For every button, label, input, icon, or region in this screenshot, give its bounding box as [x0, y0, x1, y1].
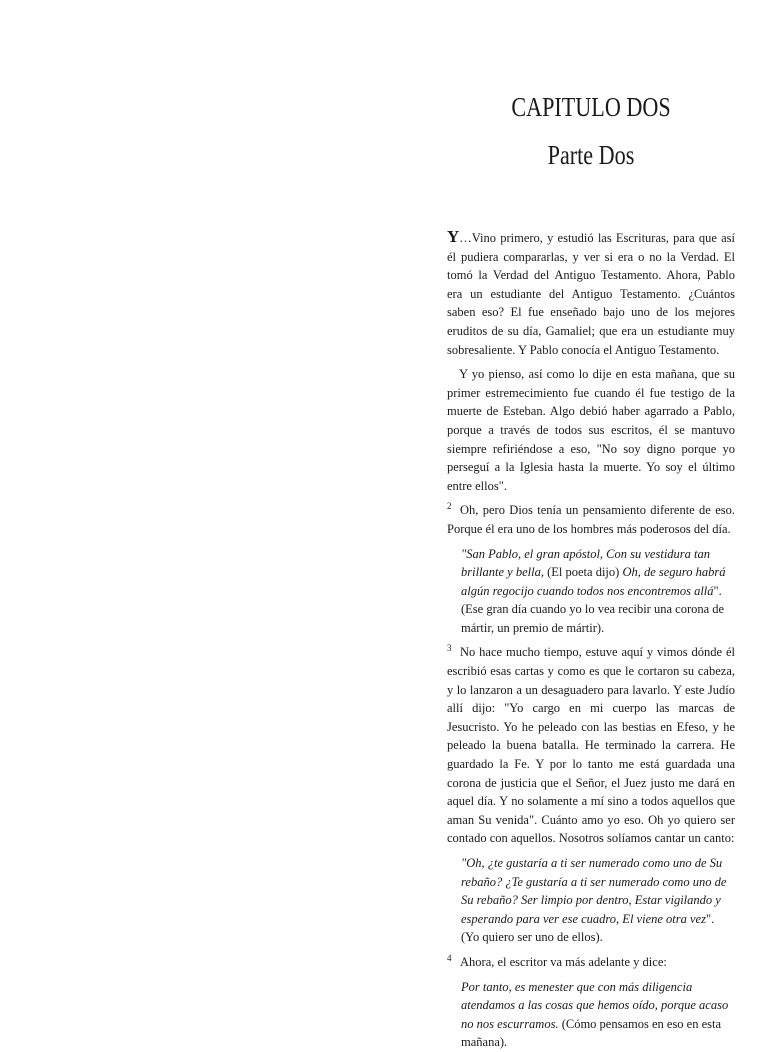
paragraph-1-text: …Vino primero, y estudió las Escrituras, para que así él pudiera compararlas, y ver si era o no la Verdad. El tomó la Verdad del Antiguo Testamento. Ahora, Pablo era un estudiante del Antiguo Testamento. ¿Cuántos saben eso? El fue enseñado bajo uno de los mejores eruditos de su día, Gamaliel; que era un estudiante muy sobresaliente. Y Pablo conocía el Antiguo Testamento. — [447, 231, 735, 357]
quote-plain: ". (Yo quiero ser uno de ellos). — [461, 911, 715, 945]
paragraph-5-text: Ahora, el escritor va más adelante y dice: — [460, 954, 667, 969]
quote-plain: (Cómo pensamos en eso en esta mañana). — [461, 1016, 722, 1050]
drop-cap: Y — [447, 227, 460, 246]
paragraph-number: 3 — [447, 643, 452, 654]
body-text — [447, 228, 735, 1052]
paragraph-number: 4 — [447, 952, 452, 963]
quote-plain: ". (Ese gran día cuando yo lo vea recibir una corona de mártir, un premio de mártir). — [461, 583, 725, 635]
paragraph-3 — [447, 501, 735, 538]
paragraph-5 — [447, 953, 735, 972]
quote-plain: (El poeta dijo) — [543, 565, 623, 580]
part-title: Parte Dos — [547, 140, 635, 170]
quote-song — [461, 854, 735, 947]
quote-italic: Por tanto, es menester que con más diligencia atendamos a las cosas que hemos oído, porque acaso no nos escurramos. — [461, 979, 729, 1031]
paragraph-4 — [447, 643, 735, 848]
chapter-title: CAPITULO DOS — [511, 92, 671, 122]
paragraph-2: Y yo pienso, así como lo dije en esta mañana, que su primer estremecimiento fue cuando él fue testigo de la muerte de Esteban. Algo debió haber agarrado a Pablo, porque a través de todos sus escritos, él se mantuvo siempre refiriéndose a eso, "No soy digno porque yo perseguí a la Iglesia hasta la muerte. Yo soy el último entre ellos". — [447, 367, 735, 493]
quote-italic: "Oh, ¿te gustaría a ti ser numerado como uno de Su rebaño? ¿Te gustaría a ti ser numerado como uno de Su rebaño? Ser limpio por dentro, Estar vigilando y esperando para ver ese cuadro, El viene otra vez — [461, 856, 727, 926]
quote-italic: "San Pablo, el gran apóstol, Con su vestidura tan brillante y bella, — [461, 546, 710, 580]
paragraph-number: 2 — [447, 501, 452, 512]
paragraph-3-text: Oh, pero Dios tenía un pensamiento diferente de eso. Porque él era uno de los hombres más poderosos del día. — [447, 503, 735, 536]
quote-italic: Oh, de seguro habrá algún regocijo cuando todos nos encontremos allá — [461, 565, 726, 598]
quote-scripture — [461, 978, 735, 1052]
quote-poem-1 — [461, 545, 735, 638]
paragraph-1 — [447, 228, 735, 359]
paragraph-4-text: No hace mucho tiempo, estuve aquí y vimos dónde él escribió esas cartas y como es que le cortaron su cabeza, y lo lanzaron a un desaguadero para lavarlo. Y este Judío allí dijo: "Yo cargo en mi cuerpo las marcas de Jesucristo. Yo he peleado con las bestias en Efeso, y he peleado la buena batalla. He terminado la carrera. He guardado la Fe. Y por lo tanto me está guardada una corona de justicia que el Señor, el Juez justo me dará en aquel día. Y no solamente a mí sino a todos aquellos que aman Su venida". Cuánto amo yo eso. Oh yo quiero ser contado con aquellos. Nosotros solíamos cantar un canto: — [447, 645, 735, 846]
